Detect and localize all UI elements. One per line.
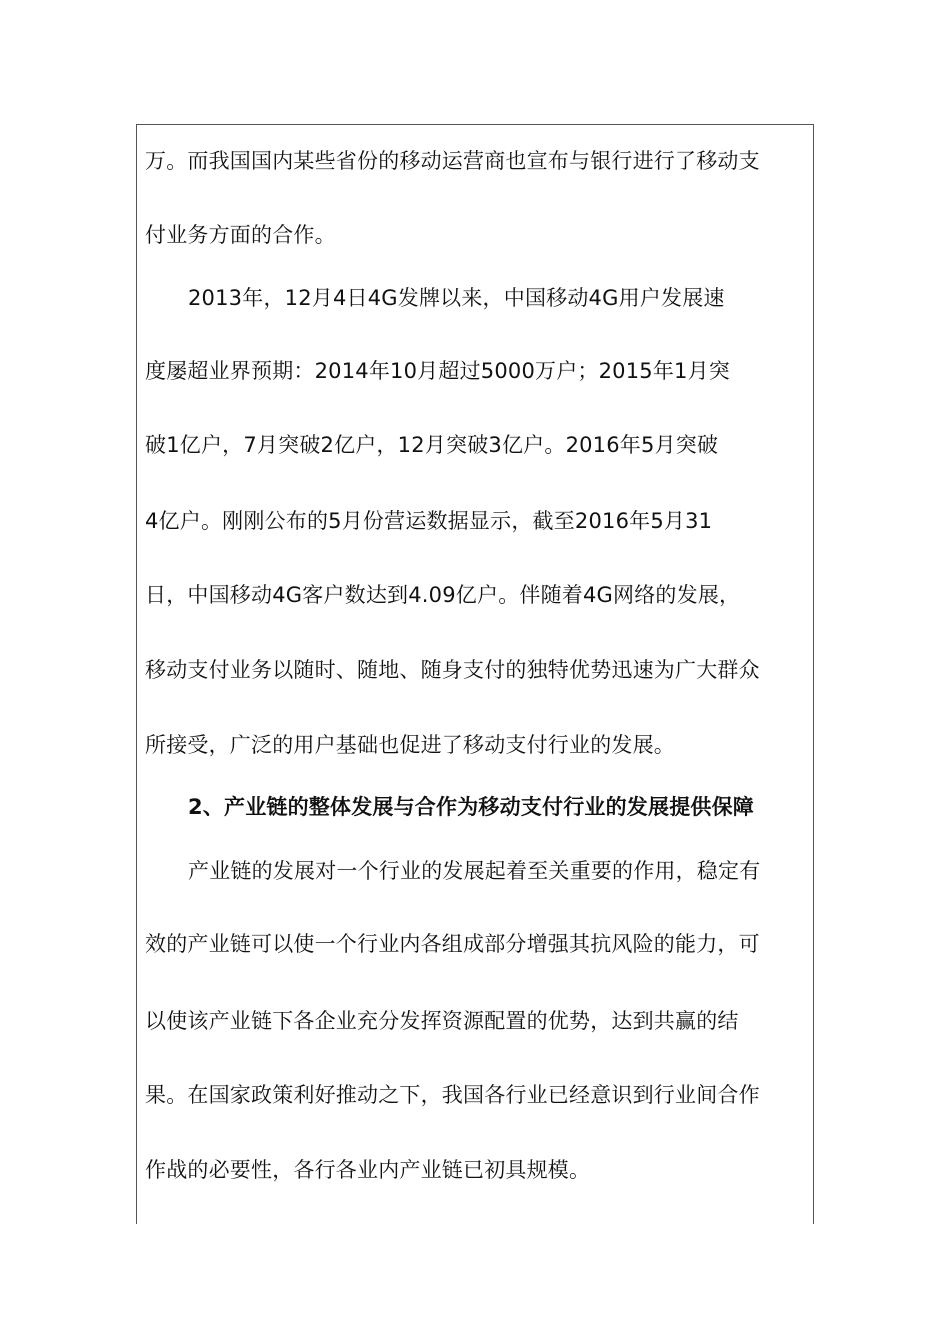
paragraph-line: 产业链的发展对一个行业的发展起着至关重要的作用，稳定有 xyxy=(188,859,761,883)
paragraph-line: 破1亿户，7月突破2亿户，12月突破3亿户。2016年5月突破 xyxy=(145,433,719,457)
paragraph-line: 付业务方面的合作。 xyxy=(145,223,336,247)
paragraph-line: 4亿户。刚刚公布的5月份营运数据显示，截至2016年5月31 xyxy=(145,509,713,533)
paragraph-line: 效的产业链可以使一个行业内各组成部分增强其抗风险的能力，可 xyxy=(145,932,760,956)
paragraph-line: 以使该产业链下各企业充分发挥资源配置的优势，达到共赢的结 xyxy=(145,1009,739,1033)
paragraph-line: 2013年，12月4日4G发牌以来，中国移动4G用户发展速 xyxy=(188,286,725,310)
section-heading: 2、产业链的整体发展与合作为移动支付行业的发展提供保障 xyxy=(188,795,755,819)
paragraph-line: 度屡超业界预期：2014年10月超过5000万户；2015年1月突 xyxy=(145,359,731,383)
paragraph-line: 日，中国移动4G客户数达到4.09亿户。伴随着4G网络的发展， xyxy=(145,583,741,607)
paragraph-line: 作战的必要性，各行各业内产业链已初具规模。 xyxy=(145,1158,591,1182)
paragraph-line: 果。在国家政策利好推动之下，我国各行业已经意识到行业间合作 xyxy=(145,1083,760,1107)
paragraph-line: 所接受，广泛的用户基础也促进了移动支付行业的发展。 xyxy=(145,733,675,757)
paragraph-line: 移动支付业务以随时、随地、随身支付的独特优势迅速为广大群众 xyxy=(145,658,760,682)
paragraph-line: 万。而我国国内某些省份的移动运营商也宣布与银行进行了移动支 xyxy=(145,149,760,173)
